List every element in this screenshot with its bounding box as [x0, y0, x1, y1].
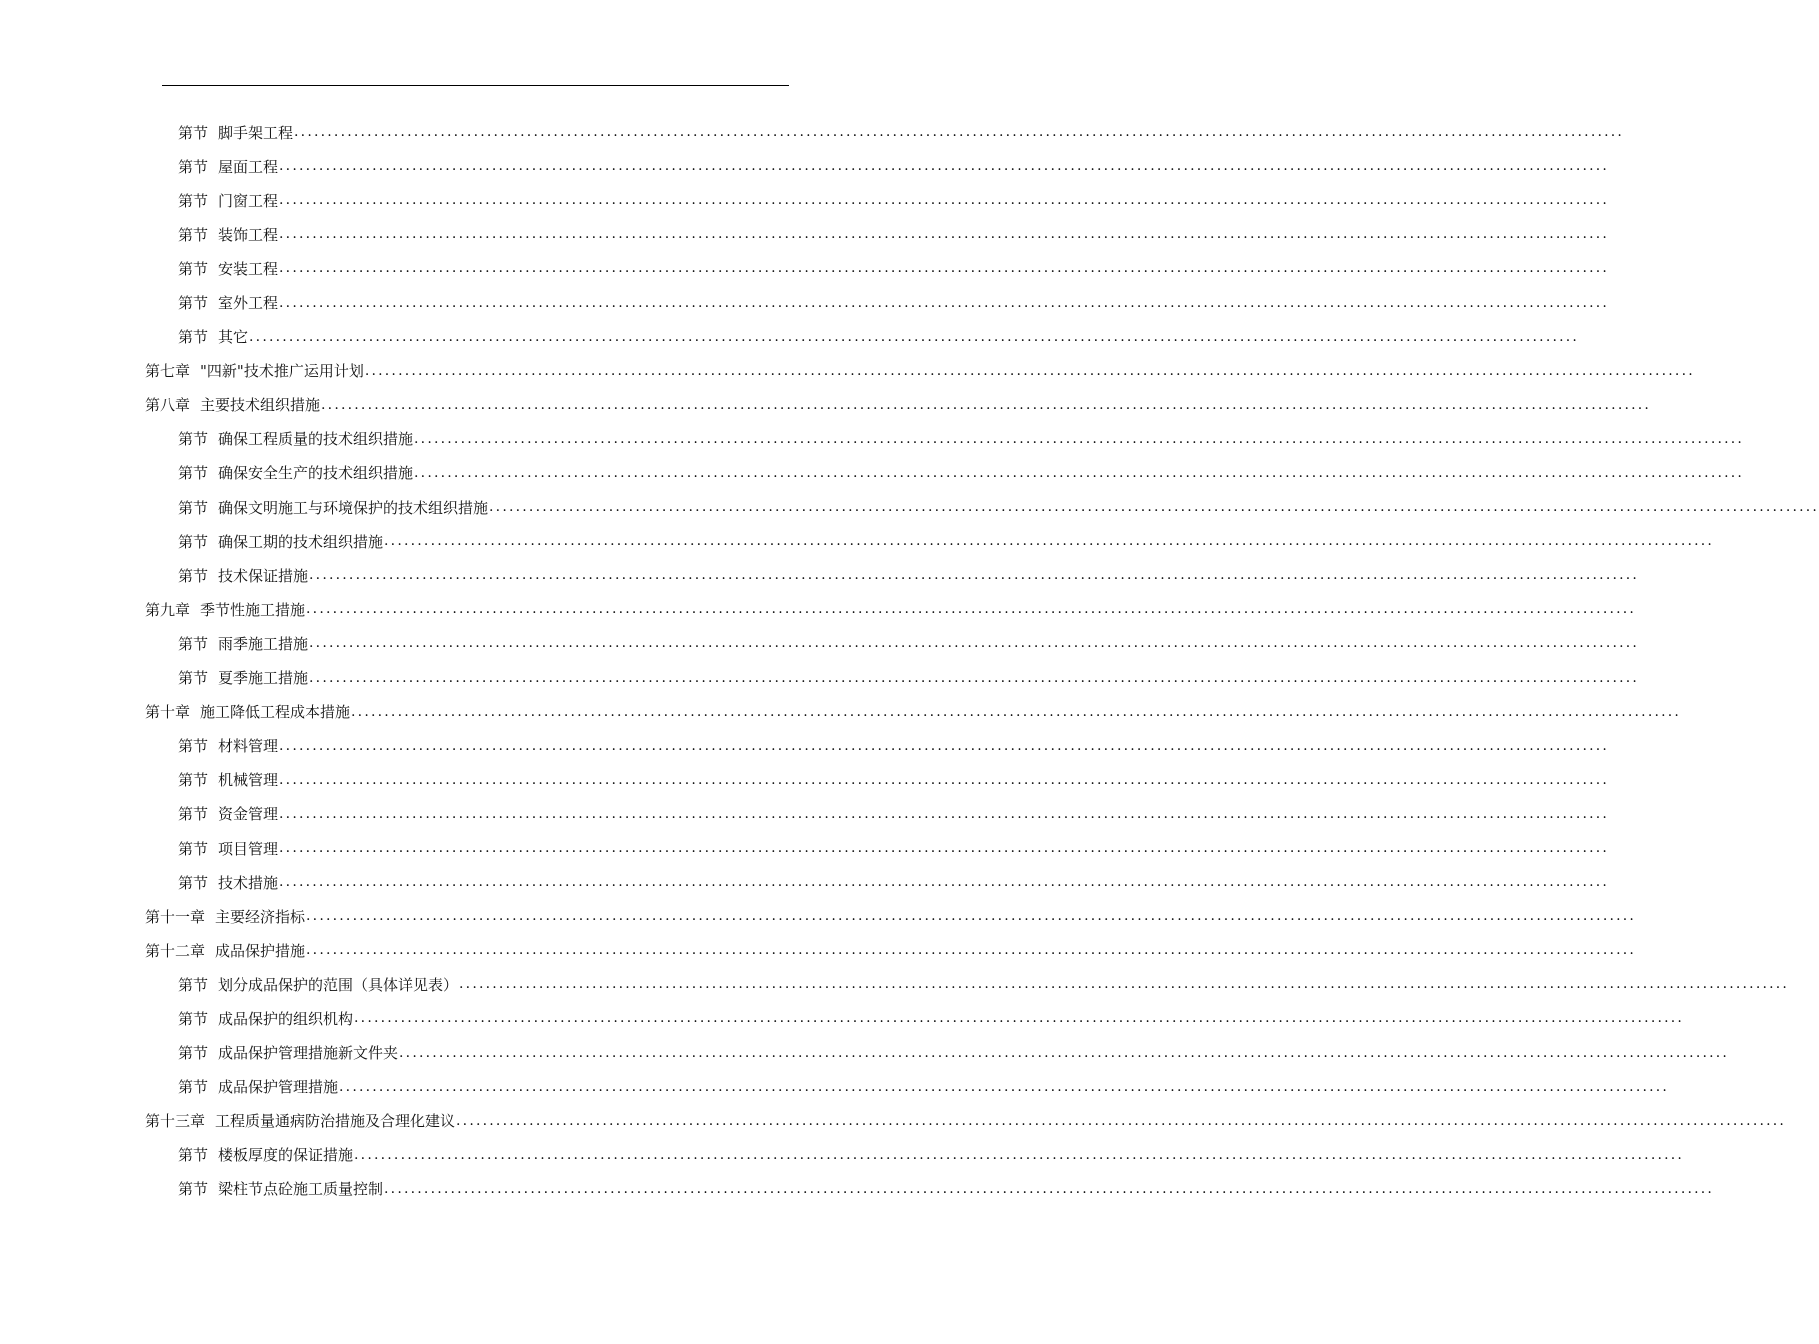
toc-entry-number: 第节 [178, 737, 209, 756]
toc-entry-title: 脚手架工程 [218, 123, 294, 142]
toc-entry-number: 第节 [178, 634, 209, 653]
toc-entry-section[interactable] [0, 490, 1819, 524]
toc-entry-number: 第节 [178, 225, 209, 244]
toc-leader-dots: ........................................................................................................................................................................................................ [339, 1078, 1670, 1095]
toc-entry-title: 梁柱节点砼施工质量控制 [218, 1180, 384, 1199]
toc-entry-section[interactable] [0, 285, 1610, 319]
toc-leader-dots: ........................................................................................................................................................................................................ [279, 192, 1610, 209]
toc-entry-number: 第八章 [145, 396, 191, 415]
toc-leader-dots: ........................................................................................................................................................................................................ [306, 908, 1637, 925]
toc-entry-number: 第节 [178, 873, 209, 892]
toc-entry-section[interactable] [0, 217, 1610, 251]
toc-entry-number: 第节 [178, 669, 209, 688]
toc-entry-title: 季节性施工措施 [200, 600, 306, 619]
toc-entry-title: 雨季施工措施 [218, 634, 309, 653]
toc-entry-number: 第节 [178, 1078, 209, 1097]
toc-entry-number: 第节 [178, 1146, 209, 1165]
toc-leader-dots: ........................................................................................................................................................................................................ [279, 840, 1610, 857]
toc-entry-number: 第节 [178, 464, 209, 483]
toc-leader-dots: ........................................................................................................................................................................................................ [351, 703, 1682, 720]
toc-leader-dots: ........................................................................................................................................................................................................ [309, 635, 1640, 652]
toc-leader-dots: ........................................................................................................................................................................................................ [459, 976, 1790, 993]
toc-entry-section[interactable] [0, 183, 1610, 217]
toc-entry-section[interactable] [0, 149, 1610, 183]
toc-entry-title: 技术措施 [218, 873, 279, 892]
toc-entry-number: 第节 [178, 839, 209, 858]
toc-entry-title: "四新"技术推广运用计划 [200, 362, 364, 381]
toc-entry-title: 安装工程 [218, 259, 279, 278]
toc-entry-title: 其它 [218, 328, 249, 347]
toc-entry-section[interactable] [0, 831, 1610, 865]
toc-entry-title: 门窗工程 [218, 191, 279, 210]
toc-entry-chapter[interactable] [0, 899, 1637, 933]
toc-entry-title: 成品保护管理措施新文件夹 [218, 1044, 399, 1063]
toc-entry-title: 确保文明施工与环境保护的技术组织措施 [218, 498, 489, 517]
toc-entry-number: 第十二章 [145, 941, 206, 960]
toc-entry-number: 第十一章 [145, 907, 206, 926]
toc-entry-section[interactable] [0, 729, 1610, 763]
toc-entry-title: 施工降低工程成本措施 [200, 703, 351, 722]
toc-entry-chapter[interactable] [0, 1104, 1787, 1138]
toc-entry-chapter[interactable] [0, 592, 1637, 626]
toc-entry-title: 工程质量通病防治措施及合理化建议 [215, 1112, 456, 1131]
toc-entry-number: 第节 [178, 1009, 209, 1028]
toc-leader-dots: ........................................................................................................................................................................................................ [384, 533, 1715, 550]
toc-entry-number: 第十三章 [145, 1112, 206, 1131]
toc-leader-dots: ........................................................................................................................................................................................................ [489, 499, 1819, 516]
toc-entry-section[interactable] [0, 422, 1745, 456]
toc-entry-number: 第节 [178, 123, 209, 142]
toc-entry-section[interactable] [0, 558, 1640, 592]
toc-leader-dots: ........................................................................................................................................................................................................ [321, 396, 1652, 413]
toc-leader-dots: ........................................................................................................................................................................................................ [306, 601, 1637, 618]
toc-leader-dots: ........................................................................................................................................................................................................ [364, 362, 1695, 379]
toc-entry-number: 第节 [178, 1180, 209, 1199]
toc-leader-dots: ........................................................................................................................................................................................................ [279, 737, 1610, 754]
toc-entry-title: 项目管理 [218, 839, 279, 858]
toc-entry-title: 屋面工程 [218, 157, 279, 176]
toc-leader-dots: ........................................................................................................................................................................................................ [279, 771, 1610, 788]
toc-entry-section[interactable] [0, 1070, 1670, 1104]
toc-leader-dots: ........................................................................................................................................................................................................ [309, 567, 1640, 584]
toc-entry-section[interactable] [0, 1172, 1715, 1206]
toc-entry-section[interactable] [0, 115, 1625, 149]
toc-entry-number: 第节 [178, 805, 209, 824]
toc-entry-title: 机械管理 [218, 771, 279, 790]
toc-leader-dots: ........................................................................................................................................................................................................ [414, 464, 1745, 481]
toc-leader-dots: ........................................................................................................................................................................................................ [279, 158, 1610, 175]
toc-leader-dots: ........................................................................................................................................................................................................ [279, 874, 1610, 891]
toc-entry-section[interactable] [0, 797, 1610, 831]
toc-leader-dots: ........................................................................................................................................................................................................ [414, 430, 1745, 447]
toc-entry-section[interactable] [0, 1001, 1685, 1035]
toc-entry-section[interactable] [0, 1138, 1685, 1172]
toc-leader-dots: ........................................................................................................................................................................................................ [309, 669, 1640, 686]
toc-entry-number: 第节 [178, 975, 209, 994]
toc-entry-title: 确保工期的技术组织措施 [218, 532, 384, 551]
toc-leader-dots: ........................................................................................................................................................................................................ [279, 226, 1610, 243]
toc-entry-title: 主要经济指标 [215, 907, 306, 926]
toc-entry-number: 第节 [178, 191, 209, 210]
toc-entry-number: 第节 [178, 532, 209, 551]
toc-entry-section[interactable] [0, 763, 1610, 797]
toc-entry-number: 第节 [178, 1044, 209, 1063]
toc-entry-number: 第七章 [145, 362, 191, 381]
toc-entry-chapter[interactable] [0, 354, 1695, 388]
toc-entry-section[interactable] [0, 320, 1580, 354]
toc-leader-dots: ........................................................................................................................................................................................................ [294, 124, 1625, 141]
toc-entry-section[interactable] [0, 456, 1745, 490]
toc-leader-dots: ........................................................................................................................................................................................................ [306, 942, 1637, 959]
toc-entry-title: 成品保护措施 [215, 941, 306, 960]
toc-entry-number: 第节 [178, 259, 209, 278]
toc-entry-number: 第节 [178, 157, 209, 176]
toc-entry-title: 装饰工程 [218, 225, 279, 244]
toc-entry-section[interactable] [0, 1036, 1730, 1070]
toc-entry-title: 主要技术组织措施 [200, 396, 321, 415]
toc-entry-title: 资金管理 [218, 805, 279, 824]
toc-entry-title: 成品保护的组织机构 [218, 1009, 354, 1028]
toc-leader-dots: ........................................................................................................................................................................................................ [279, 294, 1610, 311]
toc-entry-chapter[interactable] [0, 388, 1652, 422]
toc-entry-title: 材料管理 [218, 737, 279, 756]
toc-entry-number: 第节 [178, 771, 209, 790]
toc-entry-title: 确保工程质量的技术组织措施 [218, 430, 414, 449]
toc-entry-title: 室外工程 [218, 294, 279, 313]
toc-entry-title: 夏季施工措施 [218, 669, 309, 688]
toc-leader-dots: ........................................................................................................................................................................................................ [249, 328, 1580, 345]
toc-entry-number: 第节 [178, 566, 209, 585]
header-rule [162, 85, 789, 86]
table-of-contents [0, 115, 1819, 1206]
toc-entry-section[interactable] [0, 865, 1610, 899]
toc-entry-number: 第节 [178, 328, 209, 347]
toc-entry-section[interactable] [0, 661, 1640, 695]
toc-entry-title: 楼板厚度的保证措施 [218, 1146, 354, 1165]
toc-entry-section[interactable] [0, 251, 1610, 285]
toc-entry-number: 第节 [178, 498, 209, 517]
toc-leader-dots: ........................................................................................................................................................................................................ [354, 1010, 1685, 1027]
toc-leader-dots: ........................................................................................................................................................................................................ [279, 260, 1610, 277]
toc-leader-dots: ........................................................................................................................................................................................................ [279, 805, 1610, 822]
toc-entry-number: 第节 [178, 430, 209, 449]
toc-entry-section[interactable] [0, 524, 1715, 558]
toc-entry-section[interactable] [0, 626, 1640, 660]
toc-entry-number: 第节 [178, 294, 209, 313]
toc-leader-dots: ........................................................................................................................................................................................................ [399, 1044, 1730, 1061]
toc-entry-number: 第九章 [145, 600, 191, 619]
toc-entry-title: 技术保证措施 [218, 566, 309, 585]
toc-entry-chapter[interactable] [0, 933, 1637, 967]
toc-entry-title: 成品保护管理措施 [218, 1078, 339, 1097]
toc-leader-dots: ........................................................................................................................................................................................................ [456, 1112, 1787, 1129]
toc-entry-chapter[interactable] [0, 695, 1682, 729]
toc-entry-number: 第十章 [145, 703, 191, 722]
toc-entry-section[interactable] [0, 967, 1790, 1001]
toc-entry-title: 划分成品保护的范围（具体详见表） [218, 975, 459, 994]
toc-leader-dots: ........................................................................................................................................................................................................ [384, 1180, 1715, 1197]
toc-entry-title: 确保安全生产的技术组织措施 [218, 464, 414, 483]
toc-leader-dots: ........................................................................................................................................................................................................ [354, 1146, 1685, 1163]
